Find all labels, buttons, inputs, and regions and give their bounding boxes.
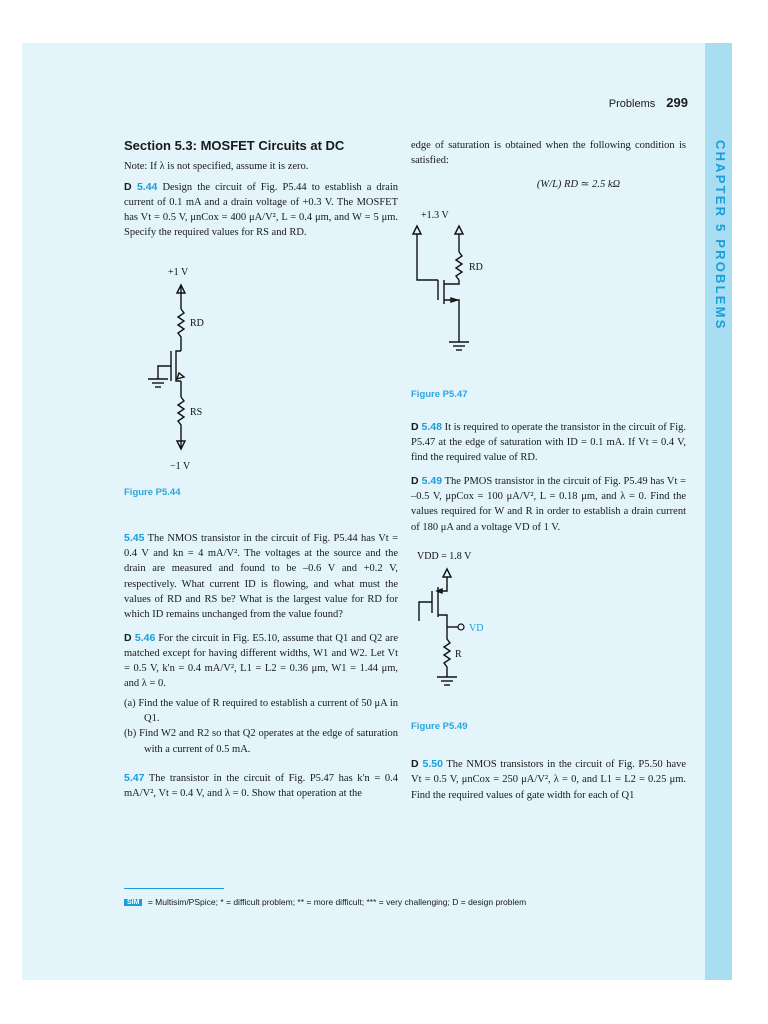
- figure-p5-49: [411, 543, 686, 757]
- section-note: Note: If λ is not specified, assume it is zero.: [124, 161, 309, 173]
- header-label: Problems: [608, 98, 656, 110]
- supply-label: +1.3 V: [421, 209, 449, 221]
- figure-caption: Figure P5.47: [411, 388, 468, 400]
- problem-text: The NMOS transistors in the circuit of Fig. P5.50 have Vt = 0.5 V, μnCox = 250 μA/V², λ = 0, and L1 = L2 = 0.25 μm. Find the required values of gate width for each of Q1: [411, 758, 687, 801]
- footnote-rule: [124, 888, 224, 889]
- rs-label: RS: [190, 406, 203, 418]
- supply-label: VDD = 1.8 V: [417, 550, 472, 562]
- supply-label: +1 V: [168, 266, 189, 278]
- problem-5-47: [124, 771, 398, 802]
- figure-p5-47: [411, 200, 686, 420]
- circuit-p5-47: [411, 200, 531, 360]
- problem-text: Design the circuit of Fig. P5.44 to establish a drain current of 0.1 mA and a drain voltage of +0.3 V. The MOSFET has Vt = 0.5 V, μnCox = 400 μA/V², L = 0.4 μm, and W = 5 μm. Specify the required values for RS and RD.: [124, 181, 399, 239]
- problem-part-b: (b) Find W2 and R2 so that Q2 operates at the edge of saturation with a current of 0.5 mA.: [124, 728, 398, 755]
- chapter-sidebar-label: CHAPTER 5 PROBLEMS: [713, 140, 728, 331]
- figure-caption: Figure P5.44: [124, 486, 181, 498]
- figure-caption: Figure P5.49: [411, 720, 468, 732]
- problem-5-48: [411, 420, 686, 466]
- problem-5-44: [124, 180, 398, 241]
- circuit-p5-49: [411, 543, 531, 703]
- page-number: 299: [666, 95, 688, 110]
- rd-label: RD: [469, 261, 483, 273]
- section-title: Section 5.3: MOSFET Circuits at DC: [124, 138, 345, 153]
- problem-5-45: [124, 531, 398, 623]
- problem-text: The PMOS transistor in the circuit of Fig. P5.49 has Vt = –0.5 V, μpCox = 100 μA/V², L = 0.18 μm, and λ = 0. Find the values required for W and R in order to establish a drain current of 180 μA and a voltage VD of 1 V.: [411, 475, 687, 533]
- problem-part-a: (a) Find the value of R required to establish a current of 50 μA in Q1.: [124, 697, 398, 725]
- equation: (W/L) RD ≃ 2.5 kΩ: [536, 178, 621, 190]
- problem-text: It is required to operate the transistor in the circuit of Fig. P5.47 at the edge of saturation with ID = 0.1 mA. If Vt = 0.4 V, find the required value of RD.: [411, 421, 687, 464]
- left-column: [124, 138, 398, 810]
- figure-p5-44: [124, 249, 398, 531]
- r-label: R: [455, 648, 462, 660]
- problem-5-50: [411, 757, 686, 803]
- problem-text: The transistor in the circuit of Fig. P5.47 has k'n = 0.4 mA/V², Vt = 0.4 V, and λ = 0. Show that operation at the: [124, 772, 398, 800]
- problem-number: D 5.50: [411, 757, 443, 770]
- problem-text: For the circuit in Fig. E5.10, assume that Q1 and Q2 are matched except for having different widths, W1 and W2. Let Vt = 0.5 V, k'n = 0.4 mA/V², L1 = L2 = 0.36 μm, W1 = 1.44 μm, and λ = 0.: [124, 632, 399, 690]
- problem-number: D 5.48: [411, 420, 442, 433]
- problem-number: D 5.44: [124, 180, 158, 193]
- footnote-text: = Multisim/PSpice; * = difficult problem; ** = more difficult; *** = very challenging; D = design problem: [147, 897, 527, 907]
- right-column: [411, 138, 686, 811]
- problem-5-47-continued: edge of saturation is obtained when the following condition is satisfied:: [411, 140, 686, 167]
- problem-5-49: [411, 474, 686, 535]
- problem-text: The NMOS transistor in the circuit of Fig. P5.44 has Vt = 0.4 V and kn = 4 mA/V². The voltages at the source and the drain are measured and found to be –0.6 V and +0.2 V, respectively. What current ID is flowing, and what must the values of RD and RS be? What is the largest value for RD for which ID remains unchanged from the value found?: [124, 532, 398, 621]
- problem-5-46: [124, 631, 398, 692]
- problem-number: D 5.49: [411, 474, 443, 487]
- supply-label: −1 V: [170, 460, 191, 472]
- footnote: [124, 897, 684, 907]
- problem-number: D 5.46: [124, 631, 156, 644]
- vd-label: VD: [469, 622, 484, 634]
- problem-number: 5.47: [124, 771, 145, 784]
- sim-badge: SIM: [124, 899, 142, 906]
- problem-number: 5.45: [124, 531, 145, 544]
- rd-label: RD: [190, 317, 204, 329]
- running-header: [560, 95, 688, 110]
- circuit-p5-44: [124, 249, 264, 479]
